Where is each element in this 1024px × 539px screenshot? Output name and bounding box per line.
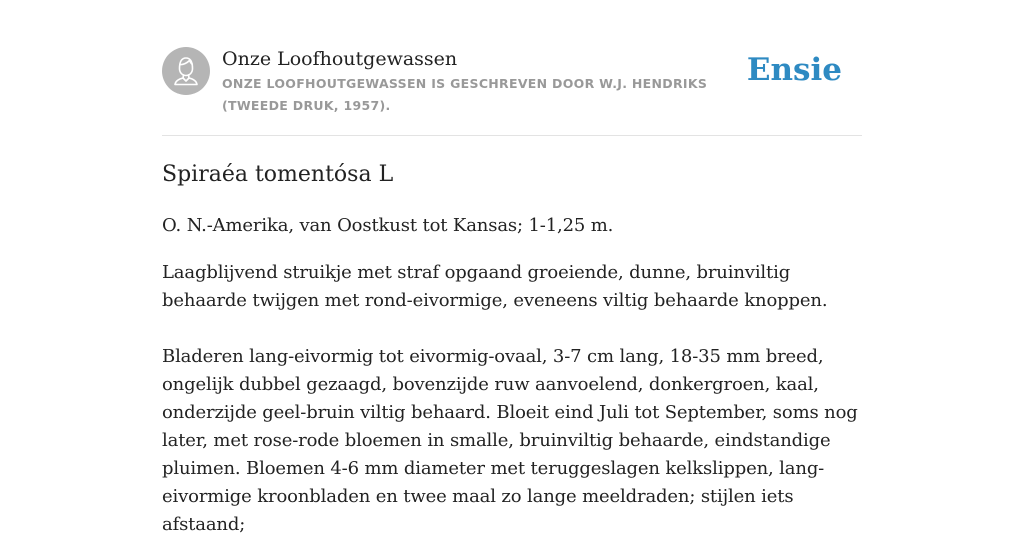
source-description: ONZE LOOFHOUTGEWASSEN IS GESCHREVEN DOOR W.J. HENDRIKS (TWEEDE DRUK, 1957). (222, 76, 708, 113)
brand-logo[interactable]: Ensie (746, 52, 842, 88)
source-header (162, 46, 862, 136)
entry-paragraph: O. N.-Amerika, van Oostkust tot Kansas; 1-1,25 m. (162, 215, 614, 236)
source-title[interactable]: Onze Loofhoutgewassen (222, 48, 458, 70)
user-icon (162, 47, 210, 95)
entry-title: Spiraéa tomentósa L (162, 162, 394, 187)
entry-paragraph: Laagblijvend struikje met straf opgaand groeiende, dunne, bruinviltig behaarde twijgen met rond-eivormige, eveneens viltig behaarde knoppen. (162, 262, 828, 311)
entry-content (162, 158, 862, 539)
avatar[interactable] (162, 47, 210, 95)
divider (162, 135, 862, 136)
entry-paragraph: Bladeren lang-eivormig tot eivormig-ovaal, 3-7 cm lang, 18-35 mm breed, ongelijk dubbel gezaagd, bovenzijde ruw aanvoelend, donkergroen, kaal, onderzijde geel-bruin viltig behaard. Bloeit eind Juli tot September, soms nog later, met rose-rode bloemen in smalle, bruinviltig behaarde, eindstandige pluimen. Bloemen 4-6 mm diameter met teruggeslagen kelkslippen, lang-eivormige kroonbladen en twee maal zo lange meeldraden; stijlen iets afstaand; (162, 346, 858, 535)
